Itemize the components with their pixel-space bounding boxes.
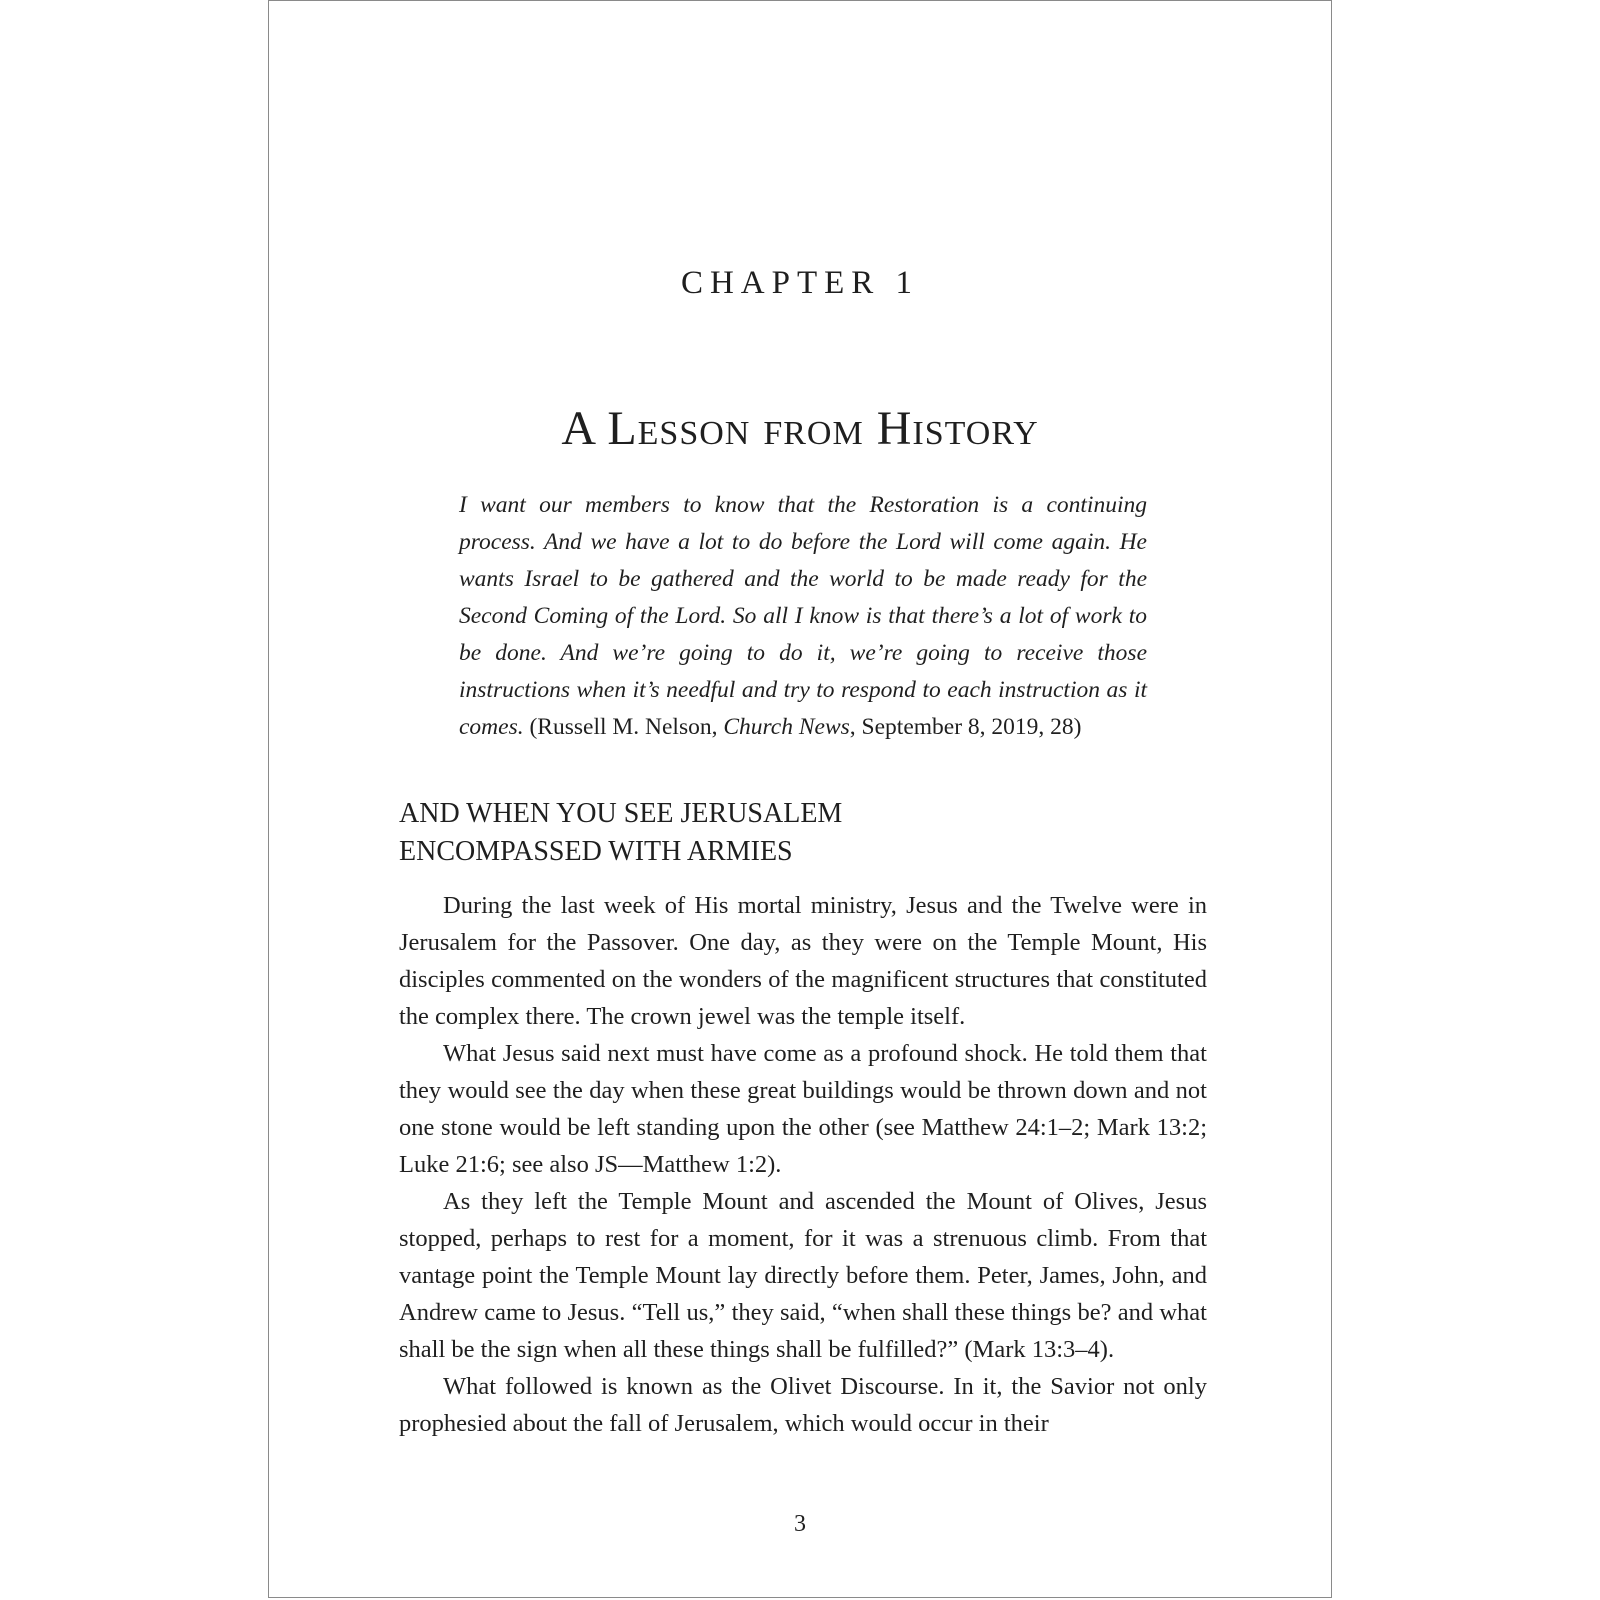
book-page bbox=[268, 0, 1332, 1598]
body-text bbox=[399, 887, 1207, 1442]
section-heading-line-1: AND WHEN YOU SEE JERUSALEM bbox=[399, 798, 843, 829]
epigraph-citation-source: Church News bbox=[723, 714, 850, 740]
body-paragraph: What followed is known as the Olivet Discourse. In it, the Savior not only prophesied about the fall of Jerusalem, which would occur in their bbox=[399, 1373, 1207, 1437]
epigraph-citation-close: , September 8, 2019, 28) bbox=[849, 714, 1082, 740]
epigraph-citation-open: (Russell M. Nelson, bbox=[523, 714, 724, 740]
chapter-title: A Lesson from History bbox=[561, 402, 1039, 455]
page-number: 3 bbox=[794, 1511, 806, 1537]
body-paragraph: What Jesus said next must have come as a profound shock. He told them that they would see the day when these great buildings would be thrown down and not one stone would be left standing upon the other (see Matthew 24:1–2; Mark 13:2; Luke 21:6; see also JS—Matthew 1:2). bbox=[399, 1040, 1207, 1178]
chapter-label: CHAPTER 1 bbox=[680, 265, 920, 301]
section-heading bbox=[399, 795, 1099, 871]
epigraph-quote: I want our members to know that the Restoration is a continuing process. And we have a lot to do before the Lord will come again. He wants Israel to be gathered and the world to be made ready for the Second Coming of the Lord. So all I know is that there’s a lot of work to be done. And we’re going to do it, we’re going to receive those instructions when it’s needful and try to respond to each instruction as it comes. bbox=[459, 492, 1147, 740]
epigraph-block bbox=[459, 487, 1147, 746]
section-heading-line-2: ENCOMPASSED WITH ARMIES bbox=[399, 836, 793, 867]
body-paragraph: During the last week of His mortal ministry, Jesus and the Twelve were in Jerusalem for the Passover. One day, as they were on the Temple Mount, His disciples commented on the wonders of the magnificent structures that constituted the complex there. The crown jewel was the temple itself. bbox=[399, 892, 1207, 1030]
body-paragraph: As they left the Temple Mount and ascended the Mount of Olives, Jesus stopped, perhaps to rest for a moment, for it was a strenuous climb. From that vantage point the Temple Mount lay directly before them. Peter, James, John, and Andrew came to Jesus. “Tell us,” they said, “when shall these things be? and what shall be the sign when all these things shall be fulfilled?” (Mark 13:3–4). bbox=[399, 1188, 1207, 1363]
